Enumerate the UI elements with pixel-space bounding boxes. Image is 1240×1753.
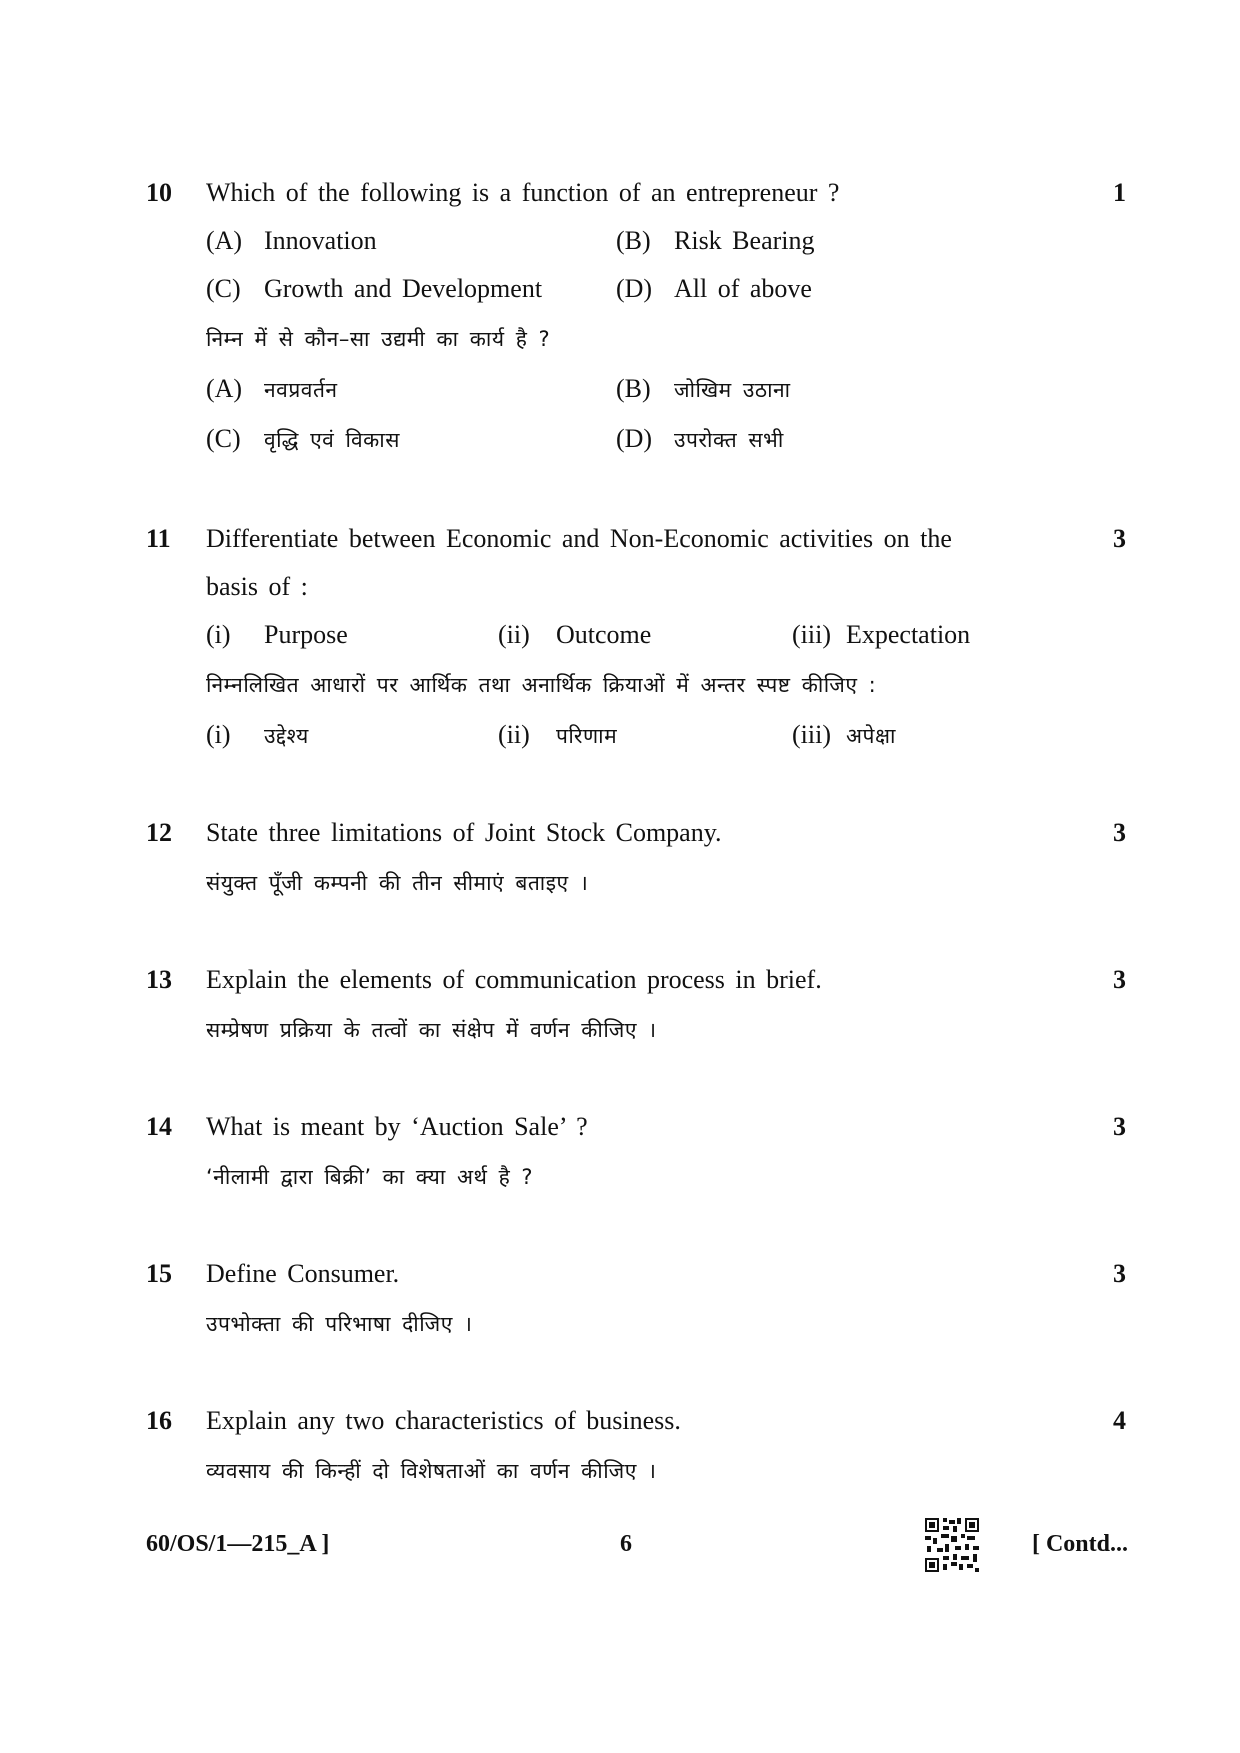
option-ii-en xyxy=(498,617,651,653)
option-i-en xyxy=(206,617,348,653)
option-a-hi xyxy=(206,371,338,408)
option-d-en xyxy=(616,271,812,307)
option-text: Outcome xyxy=(556,620,652,649)
option-b-hi xyxy=(616,371,791,408)
question-15 xyxy=(146,1256,1126,1346)
question-number: 12 xyxy=(146,818,172,847)
option-d-hi xyxy=(616,421,784,458)
option-label: (C) xyxy=(206,274,241,303)
question-marks: 3 xyxy=(1113,1112,1126,1141)
option-b-en xyxy=(616,223,815,259)
question-number: 10 xyxy=(146,178,172,207)
option-label: (D) xyxy=(616,274,653,303)
option-i-hi xyxy=(206,717,309,754)
question-text-hi: निम्न में से कौन–सा उद्यमी का कार्य है ? xyxy=(206,327,551,351)
question-text-hi: संयुक्त पूँजी कम्पनी की तीन सीमाएं बताइए । xyxy=(206,871,589,895)
option-ii-hi xyxy=(498,717,617,754)
option-label: (A) xyxy=(206,226,243,255)
option-text: वृद्धि एवं विकास xyxy=(264,428,400,452)
option-text: Expectation xyxy=(846,620,971,649)
question-text-hi: ‘नीलामी द्वारा बिक्री’ का क्या अर्थ है ? xyxy=(206,1165,534,1189)
option-label: (D) xyxy=(616,424,653,453)
option-text: Growth and Development xyxy=(264,274,543,303)
option-text: उद्देश्य xyxy=(264,724,309,748)
option-a-en xyxy=(206,223,377,259)
qr-code-icon xyxy=(925,1518,979,1572)
option-text: जोखिम उठाना xyxy=(674,378,791,402)
option-text: Purpose xyxy=(264,620,348,649)
option-text: Risk Bearing xyxy=(674,226,815,255)
option-c-hi xyxy=(206,421,400,458)
question-text-en-line1: Differentiate between Economic and Non-Economic activities on the xyxy=(206,524,952,553)
option-text: Innovation xyxy=(264,226,377,255)
option-label: (ii) xyxy=(498,620,530,649)
question-12 xyxy=(146,815,1126,905)
option-label: (B) xyxy=(616,374,651,403)
question-text-hi: सम्प्रेषण प्रक्रिया के तत्वों का संक्षेप में वर्णन कीजिए । xyxy=(206,1018,657,1042)
question-text-en: Explain the elements of communication process in brief. xyxy=(206,965,822,994)
question-text-hi: व्यवसाय की किन्हीं दो विशेषताओं का वर्णन कीजिए । xyxy=(206,1459,657,1483)
question-text-en: Which of the following is a function of an entrepreneur ? xyxy=(206,178,840,207)
option-iii-hi xyxy=(792,717,896,754)
option-label: (C) xyxy=(206,424,241,453)
question-text-en: What is meant by ‘Auction Sale’ ? xyxy=(206,1112,588,1141)
question-10 xyxy=(146,175,1126,465)
question-13 xyxy=(146,962,1126,1052)
question-number: 16 xyxy=(146,1406,172,1435)
option-label: (B) xyxy=(616,226,651,255)
question-number: 15 xyxy=(146,1259,172,1288)
option-label: (ii) xyxy=(498,720,530,749)
question-marks: 4 xyxy=(1113,1406,1126,1435)
question-number: 13 xyxy=(146,965,172,994)
option-c-en xyxy=(206,271,542,307)
question-marks: 3 xyxy=(1113,818,1126,847)
option-label: (iii) xyxy=(792,720,831,749)
option-label: (iii) xyxy=(792,620,831,649)
paper-code: 60/OS/1—215_A ] xyxy=(146,1531,330,1557)
option-label: (A) xyxy=(206,374,243,403)
question-16 xyxy=(146,1403,1126,1493)
question-marks: 3 xyxy=(1113,1259,1126,1288)
option-label: (i) xyxy=(206,620,231,649)
question-text-en-line2: basis of : xyxy=(206,572,308,601)
question-number: 14 xyxy=(146,1112,172,1141)
continued-label: [ Contd... xyxy=(1031,1531,1128,1557)
question-marks: 3 xyxy=(1113,965,1126,994)
question-text-hi: उपभोक्ता की परिभाषा दीजिए । xyxy=(206,1312,473,1336)
question-text-en: State three limitations of Joint Stock Company. xyxy=(206,818,722,847)
question-number: 11 xyxy=(146,524,171,553)
option-text: नवप्रवर्तन xyxy=(264,378,338,402)
page-number: 6 xyxy=(620,1531,632,1557)
question-marks: 1 xyxy=(1113,178,1126,207)
option-text: All of above xyxy=(674,274,812,303)
question-text-en: Define Consumer. xyxy=(206,1259,400,1288)
option-label: (i) xyxy=(206,720,231,749)
question-14 xyxy=(146,1109,1126,1199)
option-text: परिणाम xyxy=(556,724,618,748)
question-text-en: Explain any two characteristics of business. xyxy=(206,1406,681,1435)
question-text-hi: निम्नलिखित आधारों पर आर्थिक तथा अनार्थिक क्रियाओं में अन्तर स्पष्ट कीजिए : xyxy=(206,673,877,697)
option-iii-en xyxy=(792,617,970,653)
option-text: उपरोक्त सभी xyxy=(674,428,784,452)
question-11 xyxy=(146,521,1126,761)
question-marks: 3 xyxy=(1113,524,1126,553)
option-text: अपेक्षा xyxy=(846,724,896,748)
